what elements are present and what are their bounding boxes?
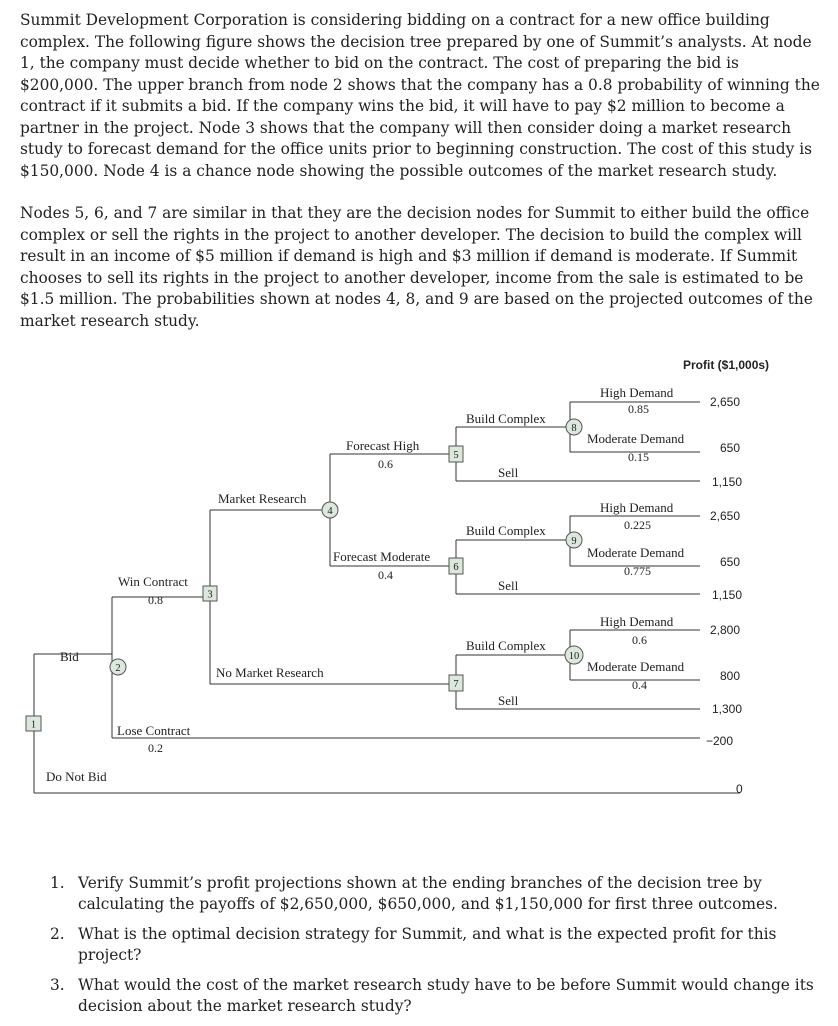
profit-value: 650	[720, 555, 741, 569]
profit-value: 0	[736, 782, 743, 796]
svg-text:3: 3	[207, 589, 213, 601]
question-text: Verify Summit’s profit projections shown at the ending branches of the decision tree by calculating the payoffs of $2,650,000, $650,000, and $1,150,000 for first three outcomes.	[78, 874, 778, 913]
svg-text:1: 1	[30, 719, 37, 731]
branch-bid: Bid	[60, 649, 79, 664]
problem-paragraph-1: Summit Development Corporation is considering bidding on a contract for a new office building complex. The following figure shows the decision tree prepared by one of Summit’s analysts. At node 1, the company must decide whether to bid on the contract. The cost of preparing the bid is $200,000. The upper branch from node 2 shows that the company has a 0.8 probability of winning the contract if it submits a bid. If the company wins the bid, it will have to pay $2 million to become a partner in the project. Node 3 shows that the company will then consider doing a market research study to forecast demand for the office units prior to beginning construction. The cost of this study is $150,000. Node 4 is a chance node showing the possible outcomes of the market research study.	[20, 11, 820, 180]
n8-high-demand: High Demand	[600, 385, 674, 400]
question-item	[50, 873, 830, 915]
n8-mod-prob: 0.15	[628, 450, 649, 464]
question-item	[50, 924, 830, 966]
branch-lose-contract: Lose Contract	[117, 723, 191, 738]
branch-forecast-high: Forecast High	[346, 438, 420, 453]
profit-value: 2,650	[710, 509, 741, 523]
svg-text:6: 6	[453, 562, 459, 573]
question-item	[50, 975, 830, 1017]
profit-value: 1,150	[712, 588, 743, 602]
lose-contract-prob: 0.2	[148, 741, 163, 755]
chance-node-8	[566, 419, 582, 435]
svg-text:9: 9	[571, 536, 577, 547]
n6-build-complex: Build Complex	[466, 523, 546, 538]
n9-mod-prob: 0.775	[624, 564, 651, 578]
profit-value: 2,800	[710, 623, 741, 637]
n9-moderate-demand: Moderate Demand	[587, 545, 685, 560]
profit-value: 1,150	[712, 475, 743, 489]
n7-build-complex: Build Complex	[466, 638, 546, 653]
n9-high-demand: High Demand	[600, 500, 674, 515]
decision-node-5	[449, 446, 463, 462]
svg-text:8: 8	[571, 423, 577, 434]
win-contract-prob: 0.8	[148, 593, 163, 607]
n8-high-prob: 0.85	[628, 402, 649, 416]
n8-moderate-demand: Moderate Demand	[587, 431, 685, 446]
n9-high-prob: 0.225	[624, 518, 651, 532]
svg-text:2: 2	[115, 663, 121, 674]
question-number: 1.	[50, 874, 65, 892]
chance-node-9	[566, 532, 582, 548]
n10-high-demand: High Demand	[600, 614, 674, 629]
branch-market-research: Market Research	[218, 491, 307, 506]
branch-forecast-moderate: Forecast Moderate	[333, 549, 431, 564]
branch-do-not-bid: Do Not Bid	[46, 769, 107, 784]
question-text: What is the optimal decision strategy for Summit, and what is the expected profit for this project?	[78, 925, 777, 964]
n10-high-prob: 0.6	[632, 633, 647, 647]
decision-node-7	[449, 675, 463, 691]
decision-node-6	[449, 558, 463, 574]
branch-no-market-research: No Market Research	[216, 665, 324, 680]
n10-mod-prob: 0.4	[632, 678, 647, 692]
svg-text:4: 4	[327, 506, 333, 517]
question-number: 2.	[50, 925, 65, 943]
problem-paragraph-2: Nodes 5, 6, and 7 are similar in that they are the decision nodes for Summit to either build the office complex or sell the rights in the project to another developer. The decision to build the complex will result in an income of $5 million if demand is high and $3 million if demand is moderate. If Summit chooses to sell its rights in the project to another developer, income from the sale is estimated to be $1.5 million. The probabilities shown at nodes 4, 8, and 9 are based on the projected outcomes of the market research study.	[20, 204, 813, 330]
chance-node-10	[565, 646, 583, 664]
svg-text:10: 10	[568, 651, 580, 662]
chance-node-2	[110, 659, 126, 675]
n6-sell: Sell	[498, 578, 519, 593]
decision-node-1	[26, 716, 41, 731]
forecast-high-prob: 0.6	[378, 457, 393, 471]
profit-value: 800	[720, 669, 741, 683]
branch-win-contract: Win Contract	[118, 574, 188, 589]
question-number: 3.	[50, 976, 65, 994]
svg-text:5: 5	[453, 450, 459, 461]
profit-value: −200	[706, 734, 734, 748]
n7-sell: Sell	[498, 693, 519, 708]
chance-node-4	[322, 502, 338, 518]
profit-value: 650	[720, 441, 741, 455]
decision-node-3	[203, 586, 217, 601]
svg-text:7: 7	[453, 679, 459, 690]
forecast-moderate-prob: 0.4	[378, 568, 393, 582]
question-text: What would the cost of the market research study have to be before Summit would change its decision about the market research study?	[78, 976, 814, 1015]
n5-build-complex: Build Complex	[466, 411, 546, 426]
n5-sell: Sell	[498, 465, 519, 480]
profit-value: 1,300	[712, 702, 743, 716]
profit-header: Profit ($1,000s)	[683, 358, 770, 372]
question-list	[50, 873, 830, 1026]
n10-moderate-demand: Moderate Demand	[587, 659, 685, 674]
profit-value: 2,650	[710, 395, 741, 409]
